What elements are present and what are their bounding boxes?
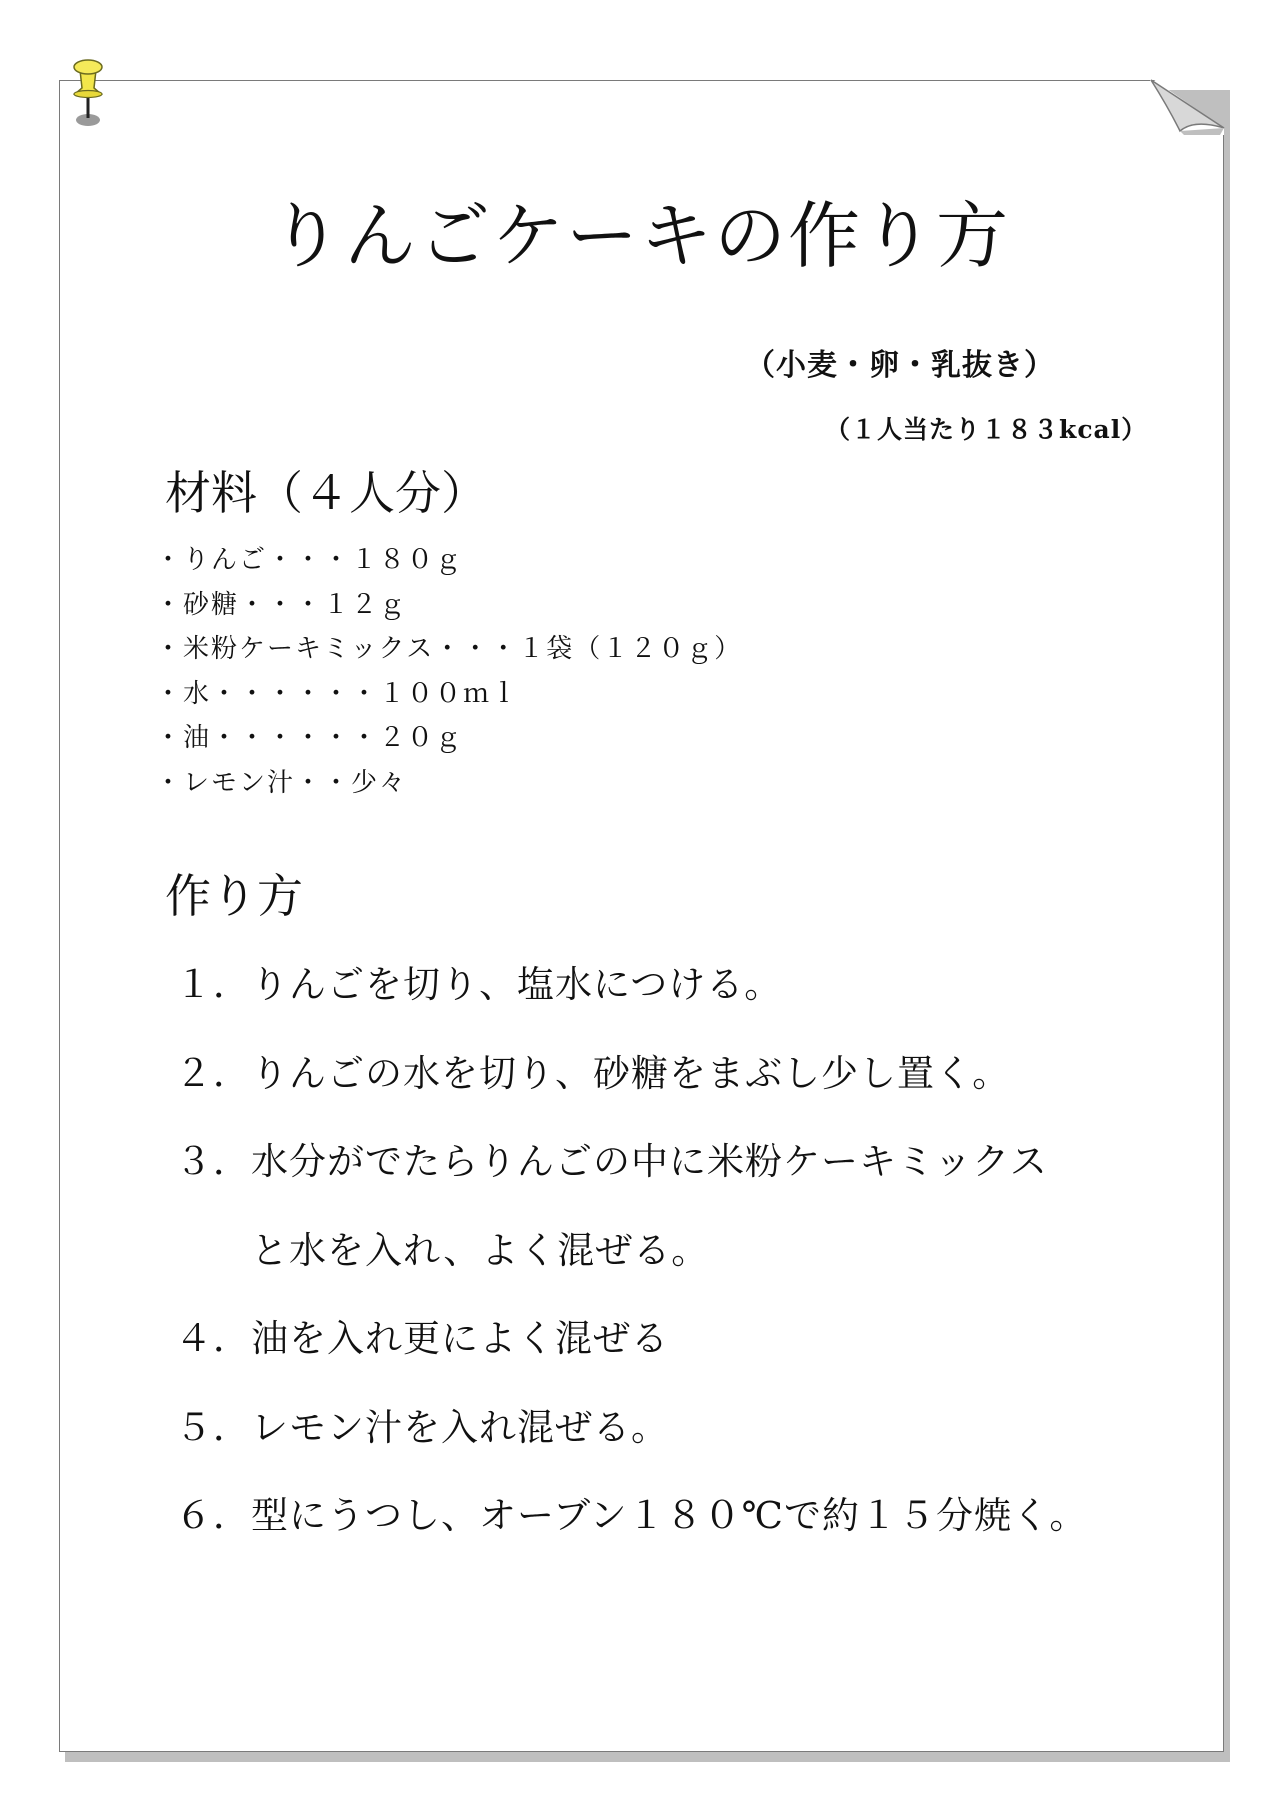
step-text: 油を入れ更によく混ぜる — [251, 1317, 669, 1360]
pushpin-icon — [68, 56, 108, 128]
step-text: 水分がでたらりんごの中に米粉ケーキミックス — [251, 1140, 1048, 1183]
step-number: ６． — [175, 1494, 251, 1537]
step-item — [175, 955, 1087, 1044]
step-item — [175, 1132, 1087, 1221]
step-item — [175, 1486, 1087, 1575]
step-number: ４． — [175, 1317, 251, 1360]
step-text: と水を入れ、よく混ぜる。 — [251, 1228, 710, 1272]
step-item — [175, 1309, 1087, 1398]
ingredient-item: ・米粉ケーキミックス・・・１袋（１２０ｇ） — [155, 634, 743, 664]
step-item — [175, 1044, 1087, 1133]
ingredient-item: ・砂糖・・・１２ｇ — [155, 589, 408, 620]
step-number: ２． — [175, 1051, 251, 1095]
step-list — [175, 955, 1087, 1575]
step-text: 型にうつし、オーブン１８０℃で約１５分焼く。 — [251, 1494, 1088, 1537]
page-curl-icon — [1150, 79, 1226, 135]
ingredient-item: ・油・・・・・・２０ｇ — [155, 723, 464, 753]
step-number: １． — [175, 963, 251, 1006]
step-number: ５． — [175, 1405, 251, 1449]
step-item-continuation — [175, 1221, 1087, 1310]
step-text: りんごの水を切り、砂糖をまぶし少し置く。 — [251, 1051, 1011, 1095]
calorie-note: （１人当たり１８３kcal） — [825, 415, 1148, 444]
page-title: りんごケーキの作り方 — [269, 194, 1010, 278]
ingredient-item: ・レモン汁・・少々 — [155, 767, 408, 798]
step-number: ３． — [175, 1140, 251, 1183]
step-item — [175, 1398, 1087, 1487]
allergen-note: （小麦・卵・乳抜き） — [745, 348, 1055, 383]
step-text: りんごを切り、塩水につける。 — [251, 963, 783, 1006]
method-heading: 作り方 — [165, 869, 303, 923]
ingredient-list — [155, 538, 742, 805]
step-text: レモン汁を入れ混ぜる。 — [251, 1405, 669, 1449]
ingredient-item: ・りんご・・・１８０ｇ — [155, 545, 464, 575]
ingredient-item: ・水・・・・・・１００ｍｌ — [155, 678, 520, 709]
ingredients-heading: 材料（４人分） — [165, 466, 487, 520]
